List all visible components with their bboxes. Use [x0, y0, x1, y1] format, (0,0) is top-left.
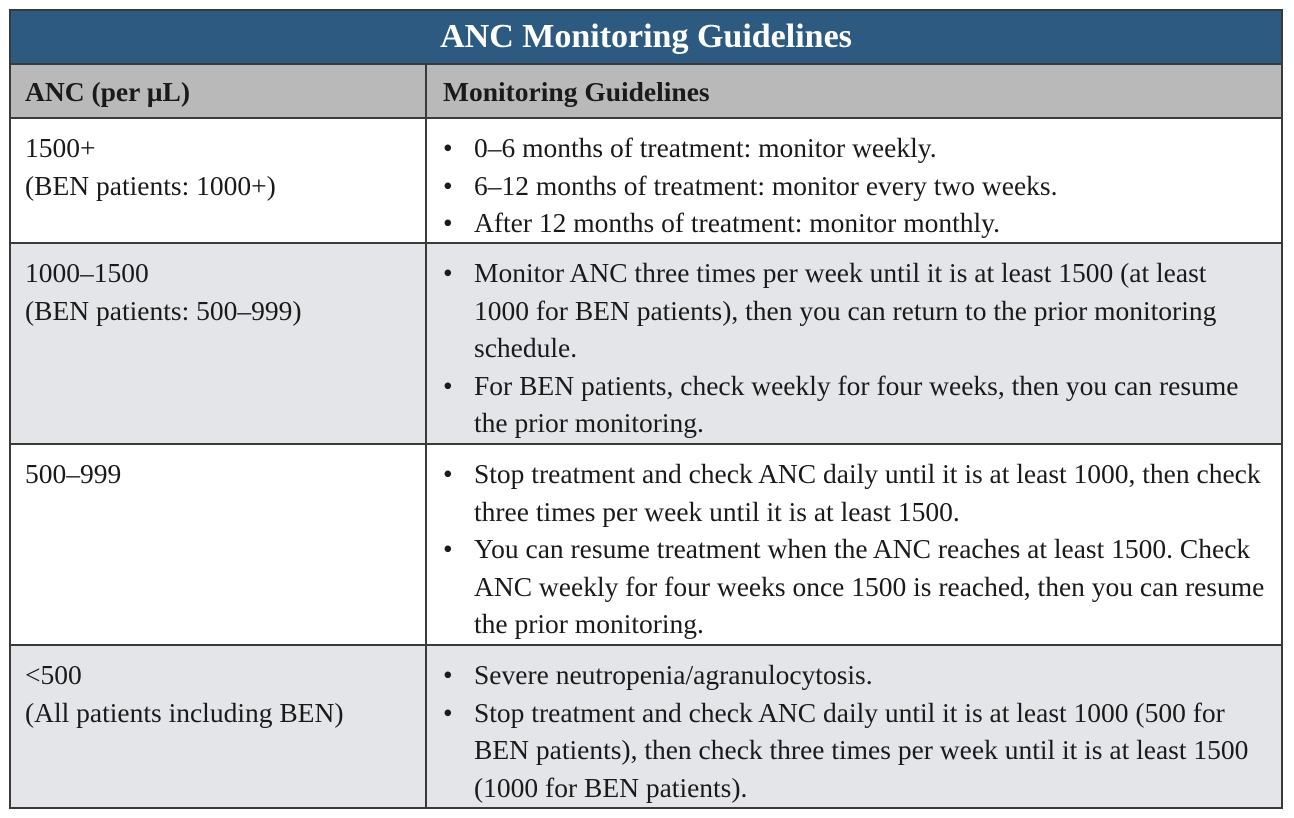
guideline-list: [443, 254, 1267, 442]
anc-cell: [11, 646, 427, 807]
anc-value: 500–999: [25, 458, 122, 489]
guidelines-cell: [427, 445, 1281, 644]
header-anc: ANC (per µL): [11, 65, 427, 117]
guideline-item: • Stop treatment and check ANC daily until it is at least 1000, then check three times per week until it is at least 1500.: [443, 455, 1267, 530]
guideline-item: • After 12 months of treatment: monitor monthly.: [443, 204, 1267, 242]
anc-value: 1000–1500: [25, 257, 149, 288]
guidelines-cell: [427, 244, 1281, 443]
anc-note: (All patients including BEN): [25, 696, 344, 728]
guideline-item: • You can resume treatment when the ANC reaches at least 1500. Check ANC weekly for four weeks once 1500 is reached, then you can resume the prior monitoring.: [443, 530, 1267, 643]
table-header-row: [11, 65, 1281, 119]
guidelines-cell: [427, 646, 1281, 807]
anc-note: (BEN patients: 500–999): [25, 294, 302, 326]
table-row: [11, 646, 1281, 807]
guidelines-cell: [427, 119, 1281, 242]
anc-value: <500: [25, 659, 82, 690]
anc-cell: [11, 119, 427, 242]
guideline-item: • 0–6 months of treatment: monitor weekly.: [443, 129, 1267, 167]
guideline-list: [443, 455, 1267, 643]
table-row: [11, 244, 1281, 445]
guideline-item: • Monitor ANC three times per week until it is at least 1500 (at least 1000 for BEN patients), then you can return to the prior monitoring schedule.: [443, 254, 1267, 367]
guideline-item: • Severe neutropenia/agranulocytosis.: [443, 656, 1267, 694]
guideline-item: • Stop treatment and check ANC daily until it is at least 1000 (500 for BEN patients), then check three times per week until it is at least 1500 (1000 for BEN patients).: [443, 694, 1267, 807]
header-guidelines: Monitoring Guidelines: [443, 76, 710, 107]
anc-cell: [11, 445, 427, 644]
anc-guidelines-table: [9, 9, 1283, 809]
anc-note: (BEN patients: 1000+): [25, 169, 276, 201]
guideline-list: [443, 129, 1267, 242]
guideline-item: • For BEN patients, check weekly for four weeks, then you can resume the prior monitoring.: [443, 367, 1267, 442]
guideline-item: • 6–12 months of treatment: monitor every two weeks.: [443, 167, 1267, 205]
table-row: [11, 119, 1281, 244]
table-row: [11, 445, 1281, 646]
table-title: ANC Monitoring Guidelines: [11, 11, 1281, 65]
anc-value: 1500+: [25, 132, 96, 163]
guideline-list: [443, 656, 1267, 806]
anc-cell: [11, 244, 427, 443]
